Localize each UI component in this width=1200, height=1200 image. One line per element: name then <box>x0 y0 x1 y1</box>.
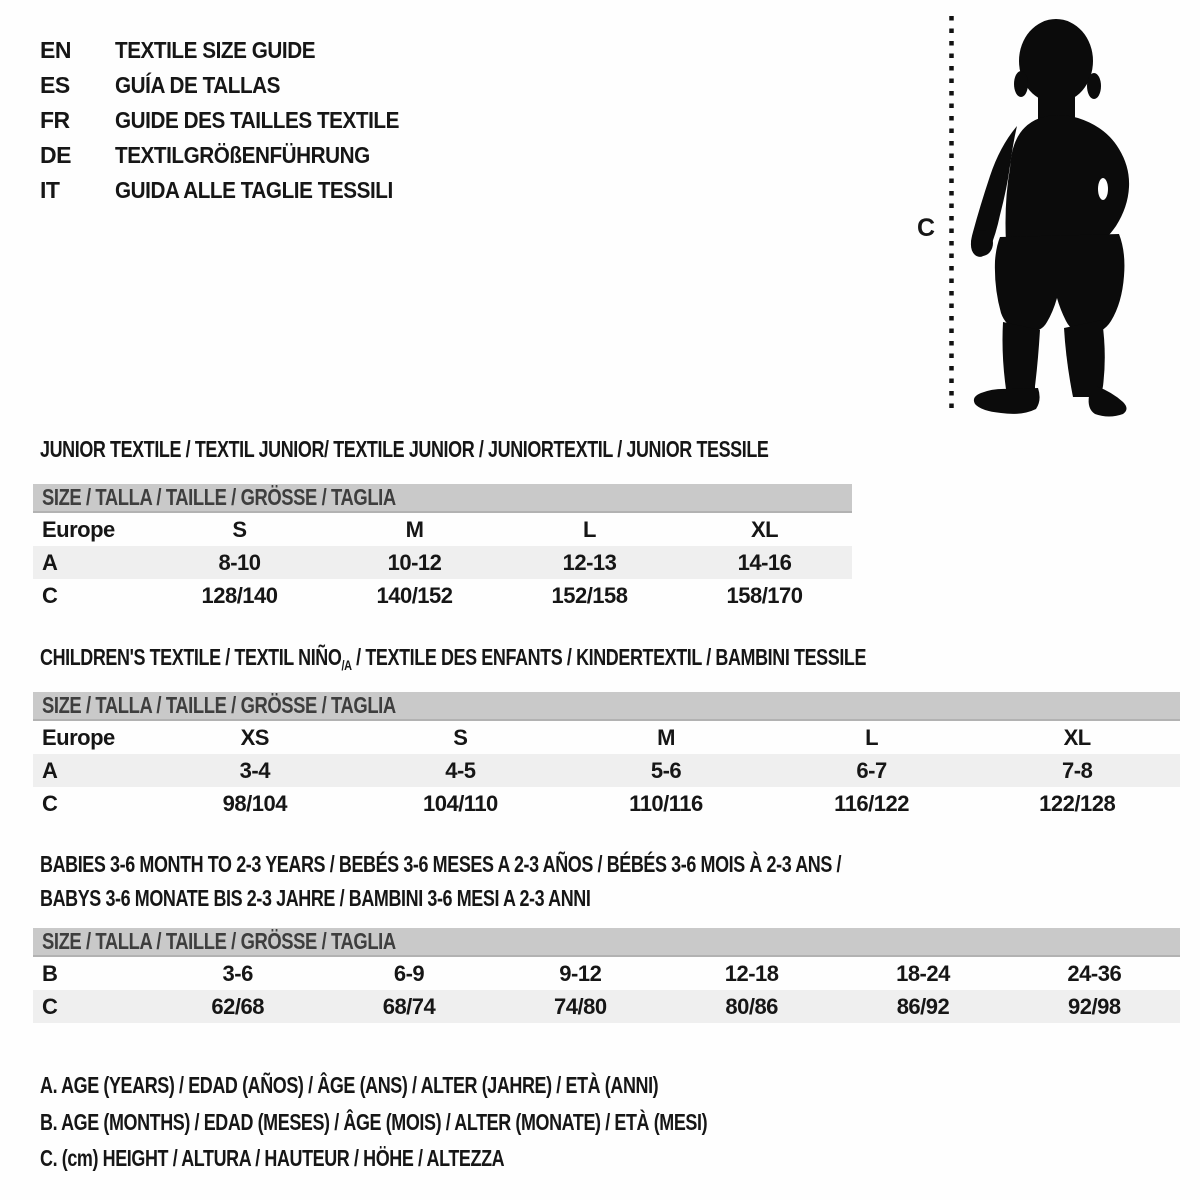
table-cell: 158/170 <box>726 582 803 608</box>
table-cell: XL <box>750 516 779 542</box>
table-cell: 12-13 <box>562 549 617 575</box>
table-cell: 74/80 <box>554 993 607 1019</box>
baby-silhouette-icon <box>971 19 1129 417</box>
junior-section-title: JUNIOR TEXTILE / TEXTIL JUNIOR/ TEXTILE JUNIOR / JUNIORTEXTIL / JUNIOR TESSILE <box>40 436 769 462</box>
footnote-height-cm: C. (cm) HEIGHT / ALTURA / HAUTEUR / HÖHE / ALTEZZA <box>40 1145 505 1171</box>
babies-size-header-bar: SIZE / TALLA / TAILLE / GRÖSSE / TAGLIA <box>33 928 1180 957</box>
language-code: ES <box>40 72 70 98</box>
language-title: GUIDE DES TAILLES TEXTILE <box>115 107 399 133</box>
children-size-table <box>33 721 1180 820</box>
table-cell: 62/68 <box>211 993 264 1019</box>
language-code: EN <box>40 37 71 63</box>
junior-size-table <box>33 513 852 612</box>
table-row <box>33 513 852 546</box>
table-cell: 18-24 <box>896 960 950 986</box>
table-cell: 122/128 <box>1039 790 1116 816</box>
table-cell: S <box>453 724 468 750</box>
table-cell: 86/92 <box>896 993 950 1019</box>
children-size-header-bar: SIZE / TALLA / TAILLE / GRÖSSE / TAGLIA <box>33 692 1180 721</box>
table-cell: 128/140 <box>201 582 278 608</box>
table-row <box>33 546 852 579</box>
table-cell: 98/104 <box>222 790 287 816</box>
table-cell: 24-36 <box>1067 960 1122 986</box>
table-cell: 140/152 <box>376 582 453 608</box>
table-cell: XL <box>1063 724 1091 750</box>
babies-size-table <box>33 957 1180 1023</box>
language-title: TEXTILGRÖßENFÜHRUNG <box>115 142 370 168</box>
row-label: Europe <box>42 724 115 750</box>
language-title: GUIDA ALLE TAGLIE TESSILI <box>115 177 393 203</box>
language-list <box>40 33 431 208</box>
table-cell: M <box>657 724 675 750</box>
table-cell: XS <box>240 724 269 750</box>
babies-section-title-line2: BABYS 3-6 MONATE BIS 2-3 JAHRE / BAMBINI 3-6 MESI A 2-3 ANNI <box>40 885 591 911</box>
table-cell: 152/158 <box>551 582 628 608</box>
row-label: C <box>42 790 58 816</box>
table-cell: 80/86 <box>725 993 778 1019</box>
language-row-es <box>40 68 431 103</box>
row-label: C <box>42 582 58 608</box>
baby-silhouette-figure <box>900 0 1200 430</box>
language-row-de <box>40 138 431 173</box>
table-cell: 10-12 <box>387 549 442 575</box>
footnote-age-months: B. AGE (MONTHS) / EDAD (MESES) / ÂGE (MOIS) / ALTER (MONATE) / ETÀ (MESI) <box>40 1109 708 1135</box>
table-cell: L <box>865 724 879 750</box>
row-label: Europe <box>42 516 115 542</box>
table-row <box>33 990 1180 1023</box>
table-row <box>33 957 1180 990</box>
language-code: IT <box>40 177 60 203</box>
language-row-en <box>40 33 431 68</box>
table-row <box>33 754 1180 787</box>
table-cell: 7-8 <box>1062 757 1093 783</box>
table-cell: 116/122 <box>834 790 909 816</box>
height-measure-label: C <box>917 214 935 242</box>
table-cell: 4-5 <box>445 757 476 783</box>
table-cell: 3-4 <box>239 757 270 783</box>
table-cell: S <box>232 516 247 542</box>
table-row <box>33 721 1180 754</box>
row-label: A <box>42 549 58 575</box>
language-title: TEXTILE SIZE GUIDE <box>115 37 316 63</box>
language-code: DE <box>40 142 71 168</box>
footnote-age-years: A. AGE (YEARS) / EDAD (AÑOS) / ÂGE (ANS) / ALTER (JAHRE) / ETÀ (ANNI) <box>40 1072 659 1098</box>
table-cell: 9-12 <box>559 960 602 986</box>
title-subscript: /A <box>341 657 352 673</box>
table-cell: 6-7 <box>856 757 887 783</box>
language-row-it <box>40 173 431 208</box>
babies-section-title-line1: BABIES 3-6 MONTH TO 2-3 YEARS / BEBÉS 3-6 MESES A 2-3 AÑOS / BÉBÉS 3-6 MOIS À 2-3 ANS / <box>40 851 842 877</box>
table-cell: 110/116 <box>629 790 703 816</box>
table-cell: 14-16 <box>737 549 792 575</box>
language-row-fr <box>40 103 431 138</box>
language-code: FR <box>40 107 70 133</box>
table-cell: M <box>405 516 424 542</box>
row-label: B <box>42 960 58 986</box>
table-cell: 104/110 <box>422 790 498 816</box>
table-cell: 12-18 <box>724 960 779 986</box>
row-label: C <box>42 993 58 1019</box>
table-cell: 68/74 <box>382 993 436 1019</box>
table-row <box>33 787 1180 820</box>
table-cell: L <box>583 516 596 542</box>
table-cell: 6-9 <box>393 960 425 986</box>
junior-size-header-bar: SIZE / TALLA / TAILLE / GRÖSSE / TAGLIA <box>33 484 852 513</box>
table-cell: 8-10 <box>218 549 261 575</box>
table-row <box>33 579 852 612</box>
language-title: GUÍA DE TALLAS <box>115 72 281 98</box>
children-section-title: CHILDREN'S TEXTILE / TEXTIL $NIÑO_{/A}$ / TEXTILE DES ENFANTS / KINDERTEXTIL / BAMBINI TESSILE <box>40 644 867 673</box>
row-label: A <box>42 757 58 783</box>
table-cell: 5-6 <box>650 757 682 783</box>
table-cell: 3-6 <box>222 960 253 986</box>
table-cell: 92/98 <box>1068 993 1121 1019</box>
